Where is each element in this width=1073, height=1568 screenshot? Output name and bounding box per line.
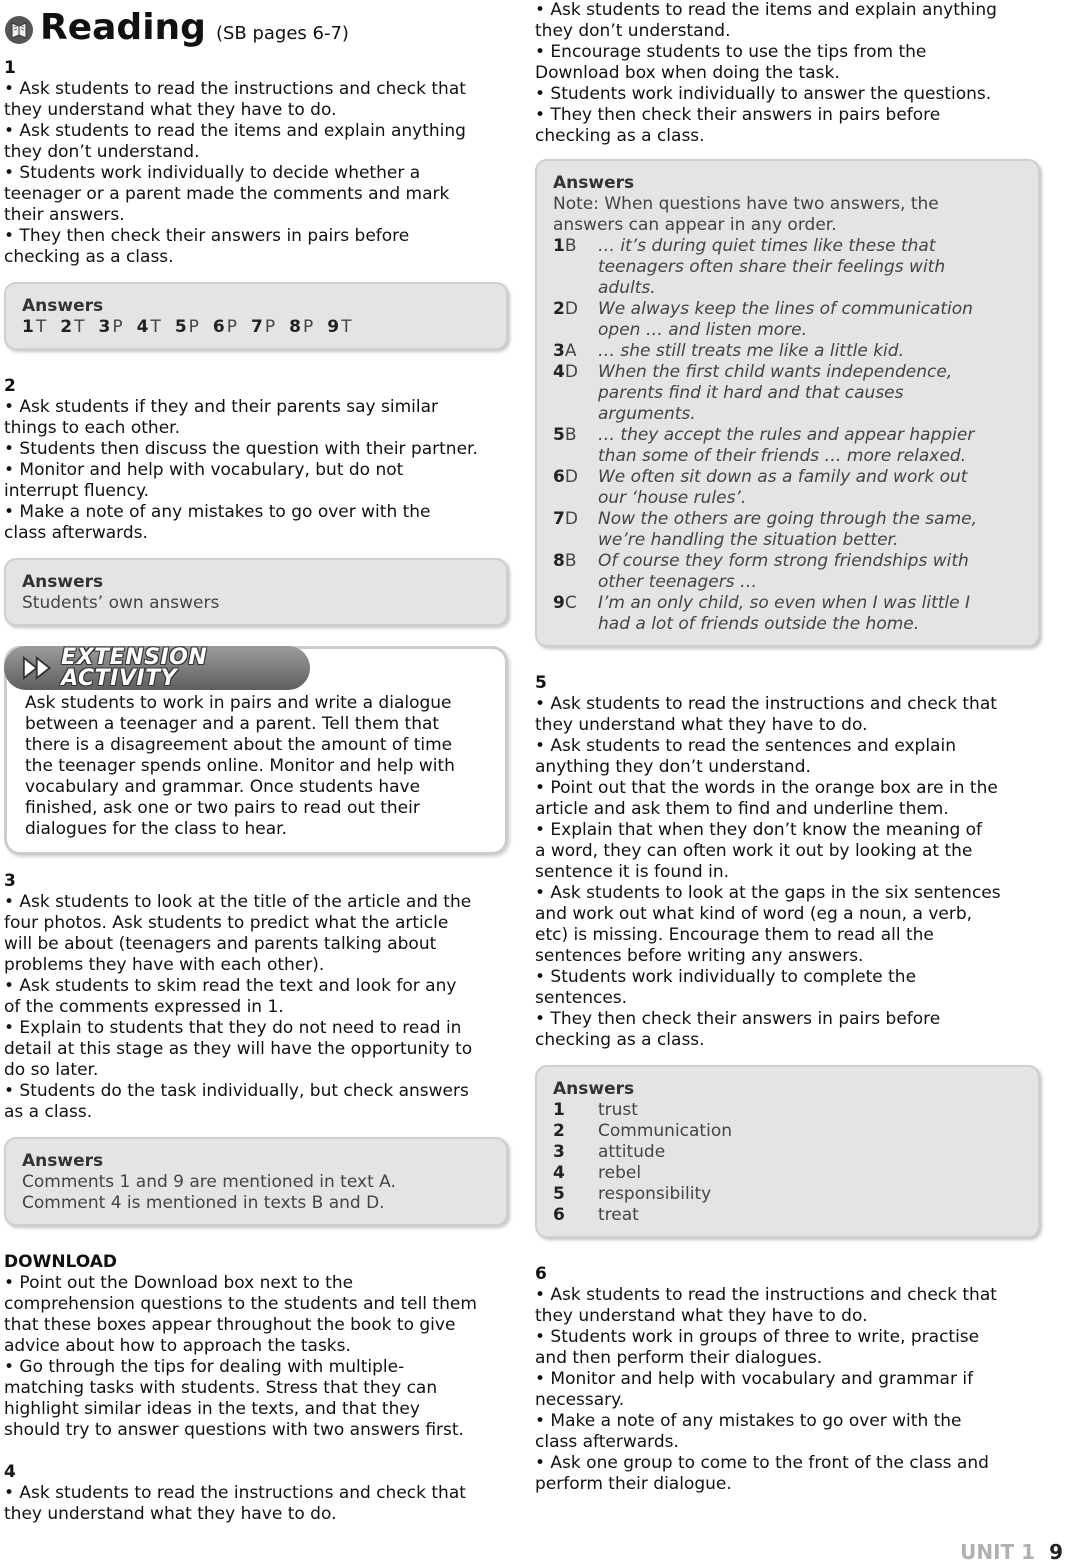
extension-text bbox=[25, 693, 489, 840]
text-line: • Encourage students to use the tips from the bbox=[535, 42, 927, 62]
text-line: • Ask one group to come to the front of the class and bbox=[535, 1453, 989, 1473]
quote-line: … they accept the rules and appear happier bbox=[598, 425, 975, 445]
text-line: • Students work in groups of three to write, practise bbox=[535, 1327, 980, 1347]
text-line: • Monitor and help with vocabulary and grammar if bbox=[535, 1369, 974, 1389]
answers-list bbox=[553, 1100, 1022, 1226]
answer-key bbox=[553, 1184, 598, 1205]
answer-row bbox=[553, 1184, 1022, 1205]
answer-row bbox=[553, 593, 1022, 635]
answer-letter: A bbox=[564, 341, 577, 361]
text-line: finished, ask one or two pairs to read out their bbox=[25, 798, 420, 818]
section-2 bbox=[4, 376, 508, 626]
answer-item bbox=[22, 317, 46, 337]
answer-key bbox=[553, 593, 598, 635]
text-line: of the comments expressed in 1. bbox=[4, 997, 284, 1017]
text-line: Note: When questions have two answers, the bbox=[553, 194, 939, 214]
section-1-text bbox=[4, 79, 508, 268]
text-line: there is a disagreement about the amount of time bbox=[25, 735, 453, 755]
text-line: things to each other. bbox=[4, 418, 180, 438]
text-line: highlight similar ideas in the texts, and that they bbox=[4, 1399, 420, 1419]
text-line: • Students do the task individually, but check answers bbox=[4, 1081, 469, 1101]
text-line: • They then check their answers in pairs before bbox=[535, 105, 941, 125]
answer-key bbox=[553, 1121, 598, 1142]
text-line: that these boxes appear throughout the book to give bbox=[4, 1315, 456, 1335]
answer-number: 6 bbox=[553, 467, 565, 487]
answers-box-5 bbox=[535, 1065, 1040, 1238]
answer-number: 4 bbox=[553, 1163, 565, 1183]
text-line: article and ask them to find and underline them. bbox=[535, 799, 949, 819]
answers-title: Answers bbox=[553, 173, 635, 193]
text-line: • Students then discuss the question with their partner. bbox=[4, 439, 478, 459]
text-line: • Ask students to read the items and explain anything bbox=[535, 0, 997, 20]
answer-key bbox=[553, 1100, 598, 1121]
text-line: • Make a note of any mistakes to go over with the bbox=[535, 1411, 962, 1431]
answer-number: 3 bbox=[553, 1142, 565, 1162]
quote-line: When the first child wants independence, bbox=[598, 362, 953, 382]
answer-value: P bbox=[226, 317, 238, 337]
fast-forward-icon bbox=[22, 653, 55, 683]
answers-list bbox=[22, 317, 490, 338]
answers-title: Answers bbox=[22, 572, 104, 592]
text-line: vocabulary and grammar. Once students have bbox=[25, 777, 421, 797]
section-5-text bbox=[535, 694, 1040, 1051]
answer-row bbox=[553, 551, 1022, 593]
answer-key bbox=[553, 341, 598, 362]
answer-item bbox=[327, 317, 351, 337]
text-line: the teenager spends online. Monitor and help with bbox=[25, 756, 455, 776]
left-column bbox=[4, 0, 508, 1525]
answer-quote bbox=[598, 299, 973, 341]
answer-quote bbox=[598, 236, 945, 299]
answer-letter: B bbox=[564, 551, 577, 571]
answer-number: 7 bbox=[251, 317, 263, 337]
download-section bbox=[4, 1252, 508, 1441]
text-line: comprehension questions to the students and tell them bbox=[4, 1294, 477, 1314]
answer-row bbox=[553, 362, 1022, 425]
answers-note bbox=[553, 194, 1022, 236]
section-6 bbox=[535, 1264, 1040, 1495]
text-line: they understand what they have to do. bbox=[535, 715, 868, 735]
section-4-text-continued bbox=[535, 0, 1040, 147]
answers-box-4 bbox=[535, 159, 1040, 647]
answer-row bbox=[553, 467, 1022, 509]
text-line: they don’t understand. bbox=[4, 142, 200, 162]
answer-item bbox=[98, 317, 122, 337]
extension-activity bbox=[4, 646, 508, 855]
answer-item bbox=[251, 317, 275, 337]
text-line: • Ask students to read the instructions and check that bbox=[535, 694, 997, 714]
answers-text bbox=[22, 1172, 490, 1214]
section-number: 6 bbox=[535, 1264, 547, 1284]
text-line: Comment 4 is mentioned in texts B and D. bbox=[22, 1193, 385, 1213]
answer-value: T bbox=[341, 317, 352, 337]
answer-row bbox=[553, 1100, 1022, 1121]
text-line: four photos. Ask students to predict what the article bbox=[4, 913, 449, 933]
answer-key bbox=[553, 299, 598, 341]
answers-title: Answers bbox=[22, 1151, 104, 1171]
answer-item bbox=[137, 317, 161, 337]
text-line: class afterwards. bbox=[535, 1432, 679, 1452]
answer-quote bbox=[598, 341, 904, 362]
answers-text: Students’ own answers bbox=[22, 593, 220, 613]
quote-line: We always keep the lines of communication bbox=[598, 299, 973, 319]
text-line: perform their dialogue. bbox=[535, 1474, 732, 1494]
text-line: • Students work individually to complete the bbox=[535, 967, 917, 987]
answer-number: 4 bbox=[553, 362, 565, 382]
quote-line: Now the others are going through the same, bbox=[598, 509, 978, 529]
text-line: • Ask students to read the instructions and check that bbox=[535, 1285, 997, 1305]
answer-word: treat bbox=[598, 1205, 639, 1225]
answer-word: attitude bbox=[598, 1142, 666, 1162]
answer-item bbox=[213, 317, 237, 337]
answers-title: Answers bbox=[553, 1079, 635, 1099]
quote-line: had a lot of friends outside the home. bbox=[598, 614, 920, 634]
quote-line: other teenagers … bbox=[598, 572, 757, 592]
answers-box-1 bbox=[4, 282, 508, 350]
answers-box-3 bbox=[4, 1137, 508, 1226]
answer-letter: D bbox=[564, 467, 578, 487]
text-line: matching tasks with students. Stress that they can bbox=[4, 1378, 438, 1398]
answer-letter: D bbox=[564, 509, 578, 529]
answer-number: 1 bbox=[22, 317, 34, 337]
answer-number: 2 bbox=[60, 317, 73, 337]
text-line: Ask students to work in pairs and write a dialogue bbox=[25, 693, 452, 713]
text-line: and then perform their dialogues. bbox=[535, 1348, 823, 1368]
answer-value: P bbox=[302, 317, 314, 337]
text-line: class afterwards. bbox=[4, 523, 148, 543]
text-line: checking as a class. bbox=[535, 126, 705, 146]
text-line: advice about how to approach the tasks. bbox=[4, 1336, 351, 1356]
answers-title: Answers bbox=[22, 296, 104, 316]
answer-word: Communication bbox=[598, 1121, 732, 1141]
answer-quote bbox=[598, 593, 970, 635]
text-line: anything they don’t understand. bbox=[535, 757, 811, 777]
text-line: should try to answer questions with two answers first. bbox=[4, 1420, 464, 1440]
answer-value: P bbox=[112, 317, 123, 337]
text-line: between a teenager and a parent. Tell them that bbox=[25, 714, 440, 734]
answer-row bbox=[553, 236, 1022, 299]
answer-row bbox=[553, 341, 1022, 362]
text-line: • They then check their answers in pairs before bbox=[4, 226, 410, 246]
answer-value: T bbox=[74, 317, 85, 337]
quote-line: teenagers often share their feelings with bbox=[598, 257, 946, 277]
text-line: • Students work individually to answer the questions. bbox=[535, 84, 992, 104]
answer-quote bbox=[598, 362, 952, 425]
section-5 bbox=[535, 673, 1040, 1238]
answer-number: 5 bbox=[553, 425, 565, 445]
answer-row bbox=[553, 1121, 1022, 1142]
answer-number: 5 bbox=[174, 317, 187, 337]
answer-row bbox=[553, 299, 1022, 341]
answer-letter: D bbox=[564, 362, 578, 382]
text-line: sentence it is found in. bbox=[535, 862, 730, 882]
answer-key bbox=[553, 509, 598, 551]
text-line: • Ask students to read the sentences and explain bbox=[535, 736, 956, 756]
text-line: • Monitor and help with vocabulary, but do not bbox=[4, 460, 404, 480]
answer-key bbox=[553, 236, 598, 299]
answer-number: 4 bbox=[136, 317, 149, 337]
answer-key bbox=[553, 551, 598, 593]
answer-number: 6 bbox=[212, 317, 225, 337]
answer-quote bbox=[598, 467, 967, 509]
answer-number: 7 bbox=[553, 509, 565, 529]
answer-key bbox=[553, 467, 598, 509]
text-line: they understand what they have to do. bbox=[4, 100, 337, 120]
quote-line: … it’s during quiet times like these that bbox=[598, 236, 936, 256]
page-heading bbox=[4, 2, 508, 50]
quote-line: Of course they form strong friendships with bbox=[598, 551, 969, 571]
text-line: sentences before writing any answers. bbox=[535, 946, 864, 966]
page-number: 9 bbox=[1049, 1540, 1063, 1564]
text-line: dialogues for the class to hear. bbox=[25, 819, 287, 839]
answer-row bbox=[553, 509, 1022, 551]
right-column bbox=[535, 0, 1040, 1495]
answer-number: 9 bbox=[327, 317, 340, 337]
section-4-text-start bbox=[4, 1483, 508, 1525]
answer-key bbox=[553, 425, 598, 467]
quote-line: we’re handling the situation better. bbox=[598, 530, 899, 550]
answer-item bbox=[289, 317, 313, 337]
text-line: etc) is missing. Encourage them to read all the bbox=[535, 925, 934, 945]
answer-number: 3 bbox=[98, 317, 111, 337]
text-line: Download box when doing the task. bbox=[535, 63, 840, 83]
unit-label: UNIT 1 bbox=[960, 1540, 1036, 1564]
text-line: checking as a class. bbox=[4, 247, 174, 267]
text-line: necessary. bbox=[535, 1390, 625, 1410]
text-line: • Ask students to skim read the text and look for any bbox=[4, 976, 457, 996]
section-1 bbox=[4, 58, 508, 350]
text-line: • Go through the tips for dealing with multiple- bbox=[4, 1357, 405, 1377]
answer-number: 9 bbox=[553, 593, 565, 613]
quote-line: our ‘house rules’. bbox=[598, 488, 747, 508]
text-line: • Ask students if they and their parents say similar bbox=[4, 397, 439, 417]
section-2-text bbox=[4, 397, 508, 544]
answers-box-2 bbox=[4, 558, 508, 626]
text-line: • Ask students to read the instructions and check that bbox=[4, 1483, 466, 1503]
answer-number: 3 bbox=[553, 341, 565, 361]
text-line: Comments 1 and 9 are mentioned in text A. bbox=[22, 1172, 396, 1192]
text-line: do so later. bbox=[4, 1060, 99, 1080]
quote-line: than some of their friends … more relaxed. bbox=[598, 446, 967, 466]
page-title: Reading bbox=[40, 7, 206, 48]
answer-row bbox=[553, 1205, 1022, 1226]
section-number: 2 bbox=[4, 376, 16, 396]
text-line: they understand what they have to do. bbox=[535, 1306, 868, 1326]
text-line: checking as a class. bbox=[535, 1030, 705, 1050]
answer-number: 8 bbox=[553, 551, 565, 571]
answer-value: P bbox=[264, 317, 276, 337]
section-3 bbox=[4, 871, 508, 1226]
quote-line: open … and listen more. bbox=[598, 320, 808, 340]
text-line: as a class. bbox=[4, 1102, 93, 1122]
answer-number: 6 bbox=[553, 1205, 565, 1225]
answer-letter: C bbox=[564, 593, 577, 613]
text-line: detail at this stage as they will have the opportunity to bbox=[4, 1039, 473, 1059]
answer-number: 5 bbox=[553, 1184, 565, 1204]
section-number: 1 bbox=[4, 58, 16, 78]
answer-number: 8 bbox=[289, 317, 301, 337]
text-line: and work out what kind of word (eg a noun, a verb, bbox=[535, 904, 973, 924]
answer-number: 2 bbox=[553, 299, 565, 319]
section-number: 3 bbox=[4, 871, 16, 891]
page-footer bbox=[960, 1540, 1063, 1564]
text-line: • They then check their answers in pairs before bbox=[535, 1009, 941, 1029]
quote-line: We often sit down as a family and work out bbox=[598, 467, 968, 487]
quote-line: … she still treats me like a little kid. bbox=[598, 341, 904, 361]
answer-number: 1 bbox=[553, 236, 565, 256]
answer-key bbox=[553, 1163, 598, 1184]
section-6-text bbox=[535, 1285, 1040, 1495]
text-line: a word, they can often work it out by looking at the bbox=[535, 841, 973, 861]
extension-title: EXTENSION ACTIVITY bbox=[61, 645, 208, 691]
answer-value: P bbox=[188, 317, 199, 337]
answer-quote bbox=[598, 509, 977, 551]
text-line: • Students work individually to decide whether a bbox=[4, 163, 421, 183]
text-line: they understand what they have to do. bbox=[4, 1504, 337, 1524]
answer-word: rebel bbox=[598, 1163, 642, 1183]
page-subtitle: (SB pages 6-7) bbox=[215, 23, 349, 44]
quote-line: I’m an only child, so even when I was little I bbox=[598, 593, 971, 613]
answer-key bbox=[553, 1142, 598, 1163]
download-text bbox=[4, 1273, 508, 1441]
quote-line: arguments. bbox=[598, 404, 696, 424]
answer-value: T bbox=[150, 317, 161, 337]
book-icon bbox=[4, 14, 34, 46]
quote-line: adults. bbox=[598, 278, 656, 298]
answer-key bbox=[553, 1205, 598, 1226]
text-line: problems they have with each other). bbox=[4, 955, 325, 975]
text-line: • Point out that the words in the orange box are in the bbox=[535, 778, 998, 798]
extension-banner bbox=[4, 646, 310, 690]
answer-value: T bbox=[35, 317, 47, 337]
answer-item bbox=[175, 317, 199, 337]
answer-word: responsibility bbox=[598, 1184, 712, 1204]
text-line: • Ask students to look at the gaps in the six sentences bbox=[535, 883, 1001, 903]
answer-number: 2 bbox=[553, 1121, 565, 1141]
answer-row bbox=[553, 1163, 1022, 1184]
answer-key bbox=[553, 362, 598, 425]
answer-letter: D bbox=[564, 299, 578, 319]
section-3-text bbox=[4, 892, 508, 1123]
answer-number: 1 bbox=[553, 1100, 565, 1120]
answers-list bbox=[553, 236, 1022, 635]
answer-letter: B bbox=[564, 236, 577, 256]
text-line: interrupt fluency. bbox=[4, 481, 150, 501]
answer-item bbox=[60, 317, 84, 337]
text-line: • Point out the Download box next to the bbox=[4, 1273, 354, 1293]
text-line: sentences. bbox=[535, 988, 628, 1008]
text-line: • Explain to students that they do not need to read in bbox=[4, 1018, 462, 1038]
answer-letter: B bbox=[564, 425, 577, 445]
download-title: DOWNLOAD bbox=[4, 1252, 118, 1272]
text-line: will be about (teenagers and parents talking about bbox=[4, 934, 437, 954]
answer-word: trust bbox=[598, 1100, 638, 1120]
text-line: • Ask students to read the instructions and check that bbox=[4, 79, 466, 99]
answer-quote bbox=[598, 551, 969, 593]
answer-quote bbox=[598, 425, 974, 467]
quote-line: parents find it hard and that causes bbox=[598, 383, 904, 403]
section-number: 4 bbox=[4, 1462, 16, 1482]
text-line: their answers. bbox=[4, 205, 125, 225]
text-line: • Ask students to look at the title of the article and the bbox=[4, 892, 472, 912]
text-line: • Make a note of any mistakes to go over with the bbox=[4, 502, 431, 522]
text-line: teenager or a parent made the comments and mark bbox=[4, 184, 450, 204]
text-line: • Ask students to read the items and explain anything bbox=[4, 121, 466, 141]
text-line: • Explain that when they don’t know the meaning of bbox=[535, 820, 983, 840]
section-4 bbox=[4, 1462, 508, 1525]
answer-row bbox=[553, 425, 1022, 467]
section-number: 5 bbox=[535, 673, 547, 693]
text-line: answers can appear in any order. bbox=[553, 215, 837, 235]
answer-row bbox=[553, 1142, 1022, 1163]
text-line: they don’t understand. bbox=[535, 21, 731, 41]
